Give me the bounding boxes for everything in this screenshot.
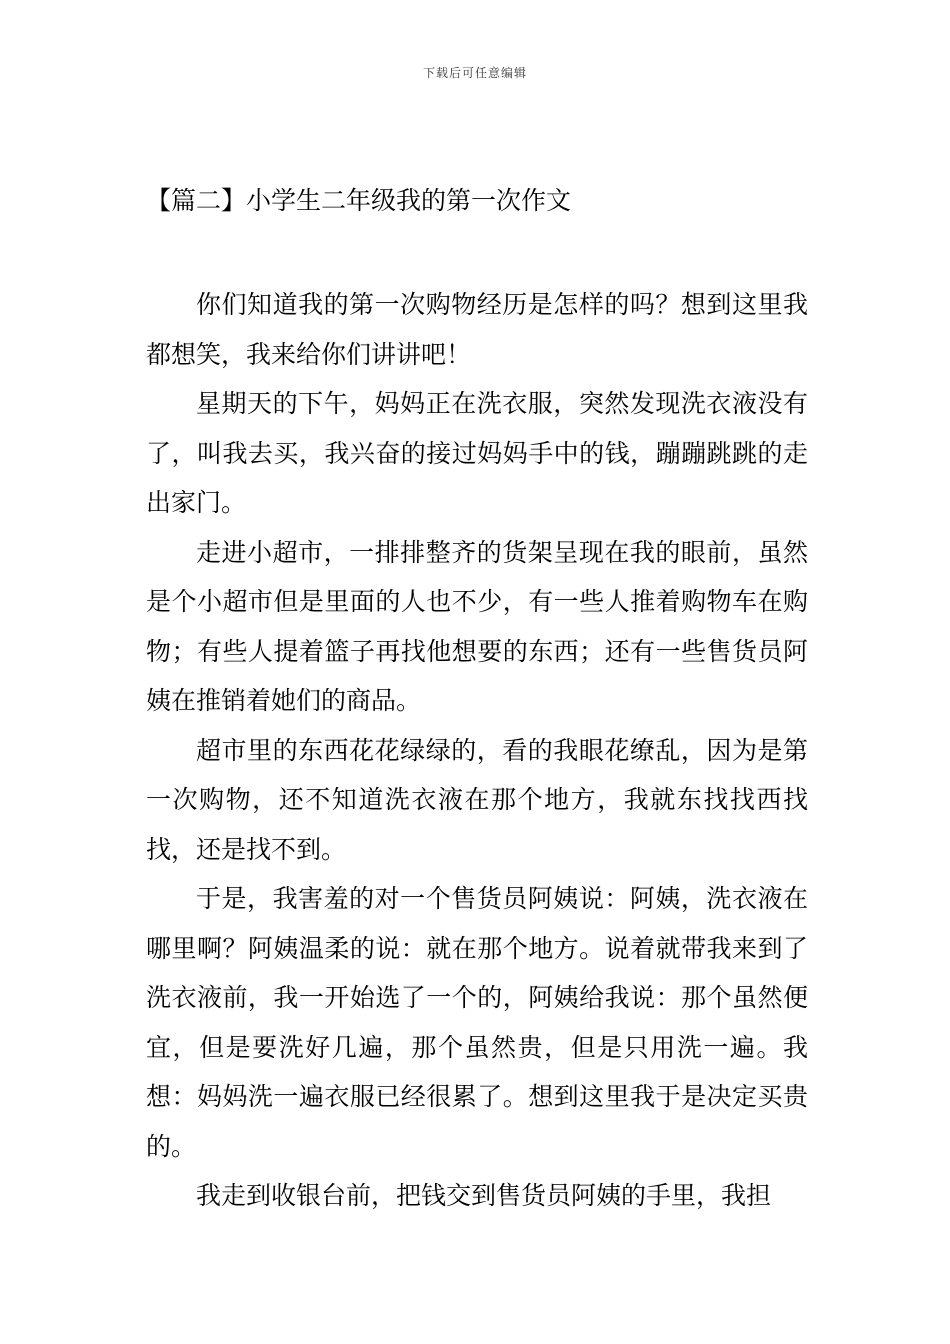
header-note: 下载后可任意编辑	[422, 66, 527, 80]
paragraph: 超市里的东西花花绿绿的，看的我眼花缭乱，因为是第一次购物，还不知道洗衣液在那个地方，我就东找找西找找，还是找不到。	[146, 735, 808, 864]
document-body	[146, 280, 808, 1221]
paragraph: 你们知道我的第一次购物经历是怎样的吗？想到这里我都想笑，我来给你们讲讲吧！	[146, 290, 808, 369]
document-title: 【篇二】小学生二年级我的第一次作文	[146, 186, 572, 215]
paragraph: 星期天的下午，妈妈正在洗衣服，突然发现洗衣液没有了，叫我去买，我兴奋的接过妈妈手中的钱，蹦蹦跳跳的走出家门。	[146, 389, 808, 517]
paragraph: 走进小超市，一排排整齐的货架呈现在我的眼前，虽然是个小超市但是里面的人也不少，有一些人推着购物车在购物；有些人提着篮子再找他想要的东西；还有一些售货员阿姨在推销着她们的商品。	[146, 537, 808, 715]
paragraph: 我走到收银台前，把钱交到售货员阿姨的手里，我担	[196, 1181, 772, 1210]
paragraph: 于是，我害羞的对一个售货员阿姨说：阿姨，洗衣液在哪里啊？阿姨温柔的说：就在那个地方。说着就带我来到了洗衣液前，我一开始选了一个的，阿姨给我说：那个虽然便宜，但是要洗好几遍，那个虽然贵，但是只用洗一遍。我想：妈妈洗一遍衣服已经很累了。想到这里我于是决定买贵的。	[146, 884, 808, 1161]
